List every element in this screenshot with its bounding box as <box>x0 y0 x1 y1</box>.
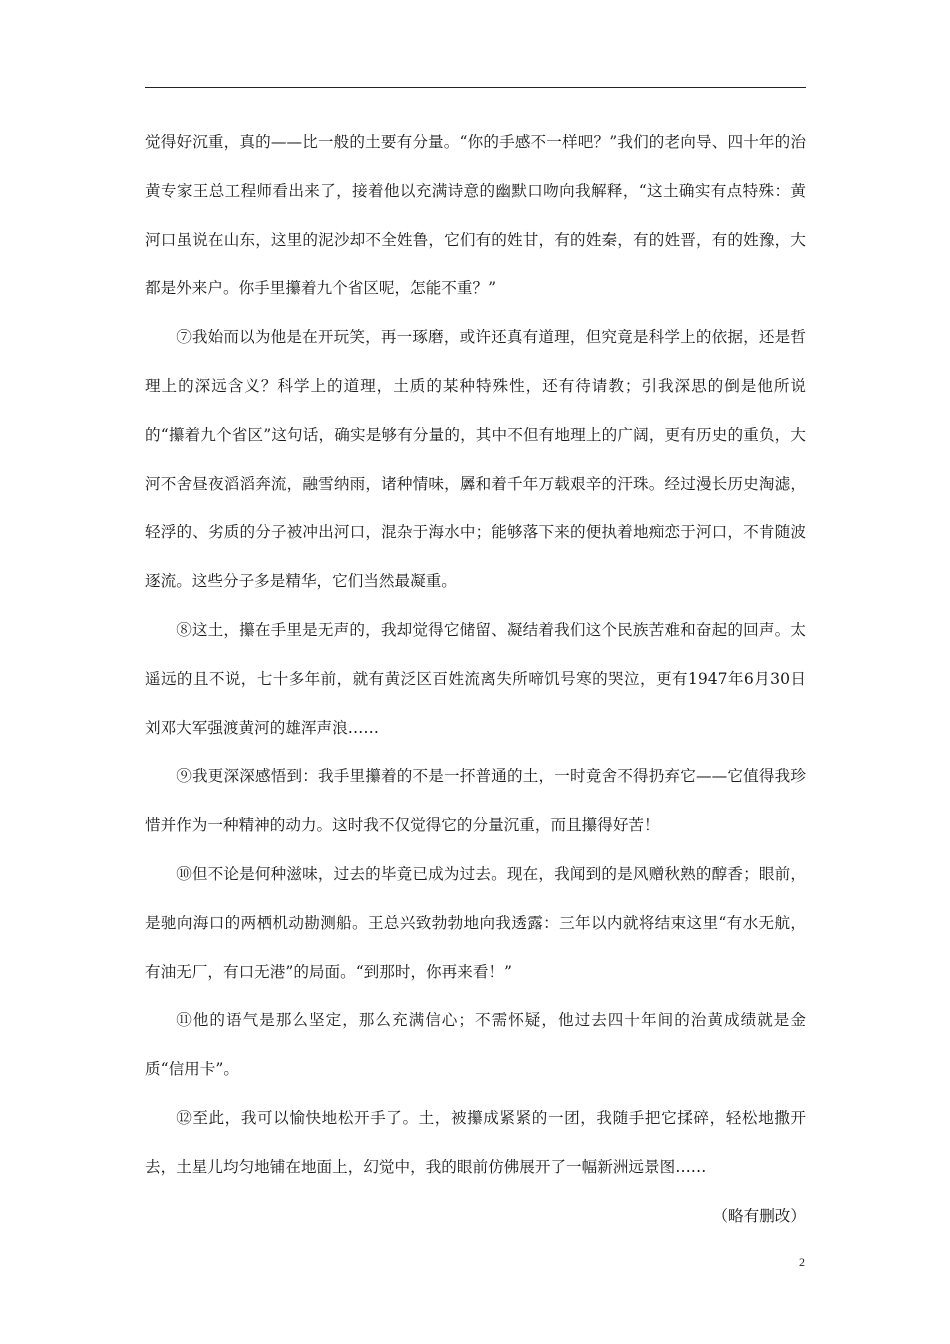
paragraph-10: ⑩但不论是何种滋味，过去的毕竟已成为过去。现在，我闻到的是风赠秋熟的醇香；眼前，是驰向海口的两栖机动勘测船。王总兴致勃勃地向我透露：三年以内就将结束这里“有水无航，有油无厂，有口无港”的局面。“到那时，你再来看！” <box>145 864 806 981</box>
source-note: （略有删改） <box>712 1206 806 1225</box>
paragraph-12: ⑫至此，我可以愉快地松开手了。土，被攥成紧紧的一团，我随手把它揉碎，轻松地撒开去，土星儿均匀地铺在地面上，幻觉中，我的眼前仿佛展开了一幅新洲远景图…… <box>145 1108 806 1176</box>
paragraph-7: ⑦我始而以为他是在开玩笑，再一琢磨，或许还真有道理，但究竟是科学上的依据，还是哲理上的深远含义？科学上的道理，土质的某种特殊性，还有待请教；引我深思的倒是他所说的“攥着九个省区”这句话，确实是够有分量的，其中不但有地理上的广阔，更有历史的重负，大河不舍昼夜滔滔奔流，融雪纳雨，诸种情味，羼和着千年万载艰辛的汗珠。经过漫长历史淘滤，轻浮的、劣质的分子被冲出河口，混杂于海水中；能够落下来的便执着地痴恋于河口，不肯随波逐流。这些分子多是精华，它们当然最凝重。 <box>145 328 806 591</box>
header-divider <box>145 87 806 88</box>
paragraph-9: ⑨我更深深感悟到：我手里攥着的不是一抔普通的土，一时竟舍不得扔弃它——它值得我珍惜并作为一种精神的动力。这时我不仅觉得它的分量沉重，而且攥得好苦！ <box>145 767 806 835</box>
paragraph-continued: 觉得好沉重，真的——比一般的土要有分量。“你的手感不一样吧？”我们的老向导、四十年的治黄专家王总工程师看出来了，接着他以充满诗意的幽默口吻向我解释，“这土确实有点特殊：黄河口虽说在山东，这里的泥沙却不全姓鲁，它们有的姓甘，有的姓秦，有的姓晋，有的姓豫，大都是外来户。你手里攥着九个省区呢，怎能不重？” <box>145 133 806 298</box>
article-body <box>145 118 806 1240</box>
paragraph-11: ⑪他的语气是那么坚定，那么充满信心；不需怀疑，他过去四十年间的治黄成绩就是金质“信用卡”。 <box>145 1011 806 1079</box>
paragraph-8: ⑧这土，攥在手里是无声的，我却觉得它储留、凝结着我们这个民族苦难和奋起的回声。太遥远的且不说，七十多年前，就有黄泛区百姓流离失所啼饥号寒的哭泣，更有1947年6月30日刘邓大军强渡黄河的雄浑声浪…… <box>145 620 806 737</box>
page-number: 2 <box>799 1255 805 1269</box>
